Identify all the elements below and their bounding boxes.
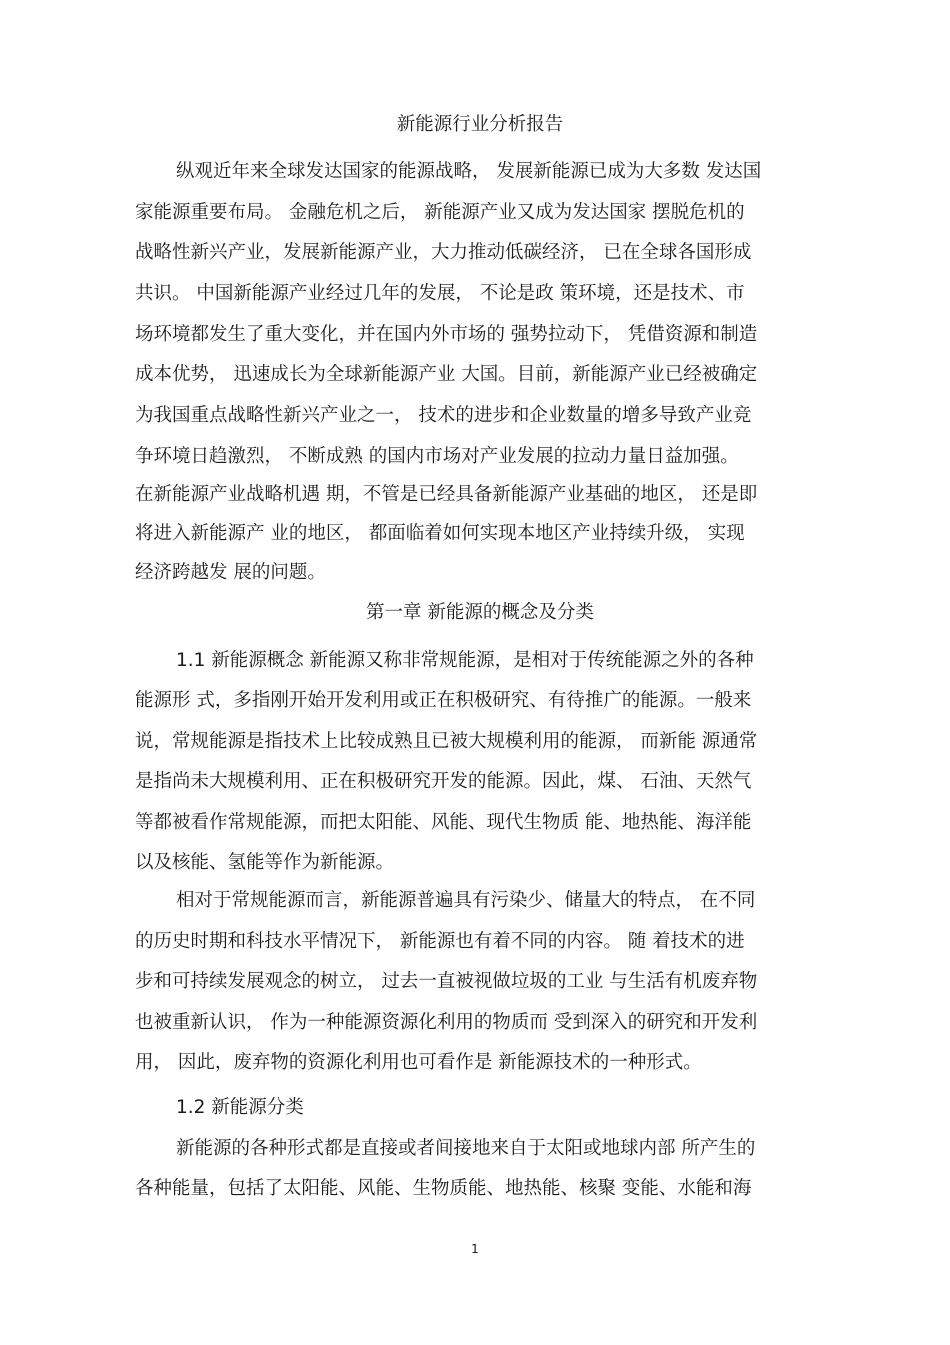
paragraph-line: 也被重新认识， 作为一种能源资源化利用的物质而 受到深入的研究和开发利 bbox=[135, 1012, 758, 1033]
paragraph-line: 说，常规能源是指技术上比较成熟且已被大规模利用的能源， 而新能 源通常 bbox=[135, 731, 758, 752]
paragraph-line: 是指尚未大规模利用、正在积极研究开发的能源。因此，煤、 石油、天然气 bbox=[135, 771, 752, 792]
paragraph-line: 纵观近年来全球发达国家的能源战略， 发展新能源已成为大多数 发达国 bbox=[176, 161, 762, 182]
paragraph-line: 为我国重点战略性新兴产业之一， 技术的进步和企业数量的增多导致产业竞 bbox=[135, 405, 752, 426]
paragraph-line: 家能源重要布局。 金融危机之后， 新能源产业又成为发达国家 摆脱危机的 bbox=[135, 202, 745, 223]
paragraph-line: 新能源的各种形式都是直接或者间接地来自于太阳或地球内部 所产生的 bbox=[176, 1138, 756, 1159]
paragraph-line: 经济跨越发 展的问题。 bbox=[135, 562, 326, 583]
paragraph-line: 争环境日趋激烈， 不断成熟 的国内市场对产业发展的拉动力量日益加强。 bbox=[135, 446, 739, 467]
paragraph-line: 各种能量，包括了太阳能、风能、生物质能、地热能、核聚 变能、水能和海 bbox=[135, 1178, 752, 1199]
page-number: 1 bbox=[471, 1242, 479, 1256]
paragraph-line: 战略性新兴产业，发展新能源产业，大力推动低碳经济， 已在全球各国形成 bbox=[135, 242, 752, 263]
paragraph-line: 相对于常规能源而言，新能源普遍具有污染少、储量大的特点， 在不同 bbox=[176, 890, 756, 911]
paragraph-line: 等都被看作常规能源，而把太阳能、风能、现代生物质 能、地热能、海洋能 bbox=[135, 812, 752, 833]
chapter-heading: 第一章 新能源的概念及分类 bbox=[366, 602, 594, 623]
paragraph-line: 场环境都发生了重大变化，并在国内外市场的 强势拉动下， 凭借资源和制造 bbox=[135, 324, 758, 345]
paragraph-line: 共识。 中国新能源产业经过几年的发展， 不论是政 策环境，还是技术、市 bbox=[135, 283, 745, 304]
document-title: 新能源行业分析报告 bbox=[396, 114, 564, 135]
paragraph-line: 的历史时期和科技水平情况下， 新能源也有着不同的内容。 随 着技术的进 bbox=[135, 931, 745, 952]
paragraph-line: 步和可持续发展观念的树立， 过去一直被视做垃圾的工业 与生活有机废弃物 bbox=[135, 971, 758, 992]
paragraph-line: 能源形 式，多指刚开始开发利用或正在积极研究、有待推广的能源。一般来 bbox=[135, 690, 752, 711]
section-heading: 1.2 新能源分类 bbox=[176, 1097, 304, 1118]
paragraph-line: 将进入新能源产 业的地区， 都面临着如何实现本地区产业持续升级， 实现 bbox=[135, 523, 745, 544]
paragraph-line: 在新能源产业战略机遇 期，不管是已经具备新能源产业基础的地区， 还是即 bbox=[135, 484, 758, 505]
paragraph-line: 成本优势， 迅速成长为全球新能源产业 大国。目前，新能源产业已经被确定 bbox=[135, 364, 758, 385]
paragraph-line: 以及核能、氢能等作为新能源。 bbox=[135, 852, 395, 873]
paragraph-line: 用， 因此，废弃物的资源化利用也可看作是 新能源技术的一种形式。 bbox=[135, 1052, 702, 1073]
paragraph-line: 1.1 新能源概念 新能源又称非常规能源，是相对于传统能源之外的各种 bbox=[176, 650, 754, 671]
